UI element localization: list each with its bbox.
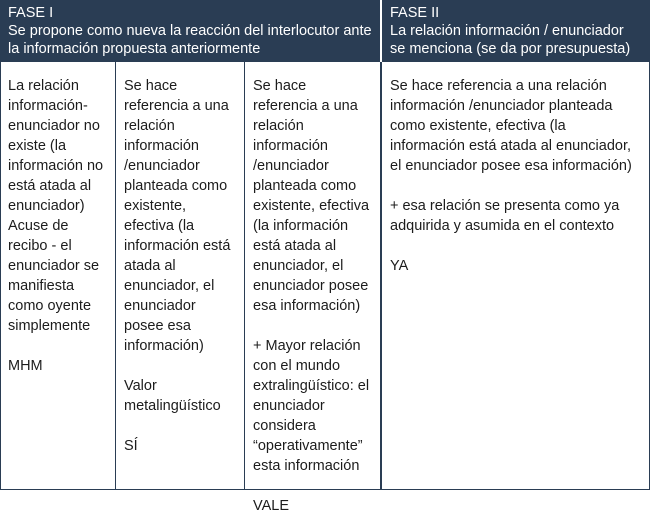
header-fase-1-description: Se propone como nueva la reacción del interlocutor ante la información propuesta anteriormente — [8, 23, 372, 57]
header-fase-2 — [382, 0, 650, 62]
column-2-text-2: Valor metalingüístico — [124, 378, 221, 414]
column-3-text-2: + Mayor relación con el mundo extralingüístico: el enunciador considera “operativamente” esta información — [253, 338, 370, 474]
header-fase-2-description: La relación información / enunciador se menciona (se da por presupuesta) — [390, 23, 631, 57]
header-fase-1-label: FASE I — [8, 5, 54, 21]
cell-column-3 — [245, 62, 380, 514]
header-fase-1 — [0, 0, 380, 62]
column-4-marker: YA — [390, 258, 409, 274]
cell-column-1 — [0, 62, 115, 490]
column-2-marker: SÍ — [124, 438, 138, 454]
column-4-text-1: Se hace referencia a una relación información /enunciador planteada como existente, efectiva (la información está atada al enunciador, el enunciador posee esa información) — [390, 78, 632, 174]
cell-column-2 — [116, 62, 244, 490]
column-1-text-1: La relación información-enunciador no existe (la información no está atada al enunciador) — [8, 78, 104, 214]
column-3-text-1: Se hace referencia a una relación información /enunciador planteada como existente, efectiva (la información está atada al enunciador, el enunciador posee esa información) — [253, 78, 370, 314]
column-4-text-2: + esa relación se presenta como ya adquirida y asumida en el contexto — [390, 198, 620, 234]
column-1-marker: MHM — [8, 358, 43, 374]
column-2-text-1: Se hace referencia a una relación información /enunciador planteada como existente, efectiva (la información está atada al enunciador, el enunciador posee esa información) — [124, 78, 231, 354]
column-1-text-2: Acuse de recibo - el enunciador se manifiesta como oyente simplemente — [8, 218, 100, 334]
column-3-marker: VALE — [253, 498, 290, 514]
header-fase-2-label: FASE II — [390, 5, 440, 21]
cell-column-4 — [382, 62, 650, 490]
